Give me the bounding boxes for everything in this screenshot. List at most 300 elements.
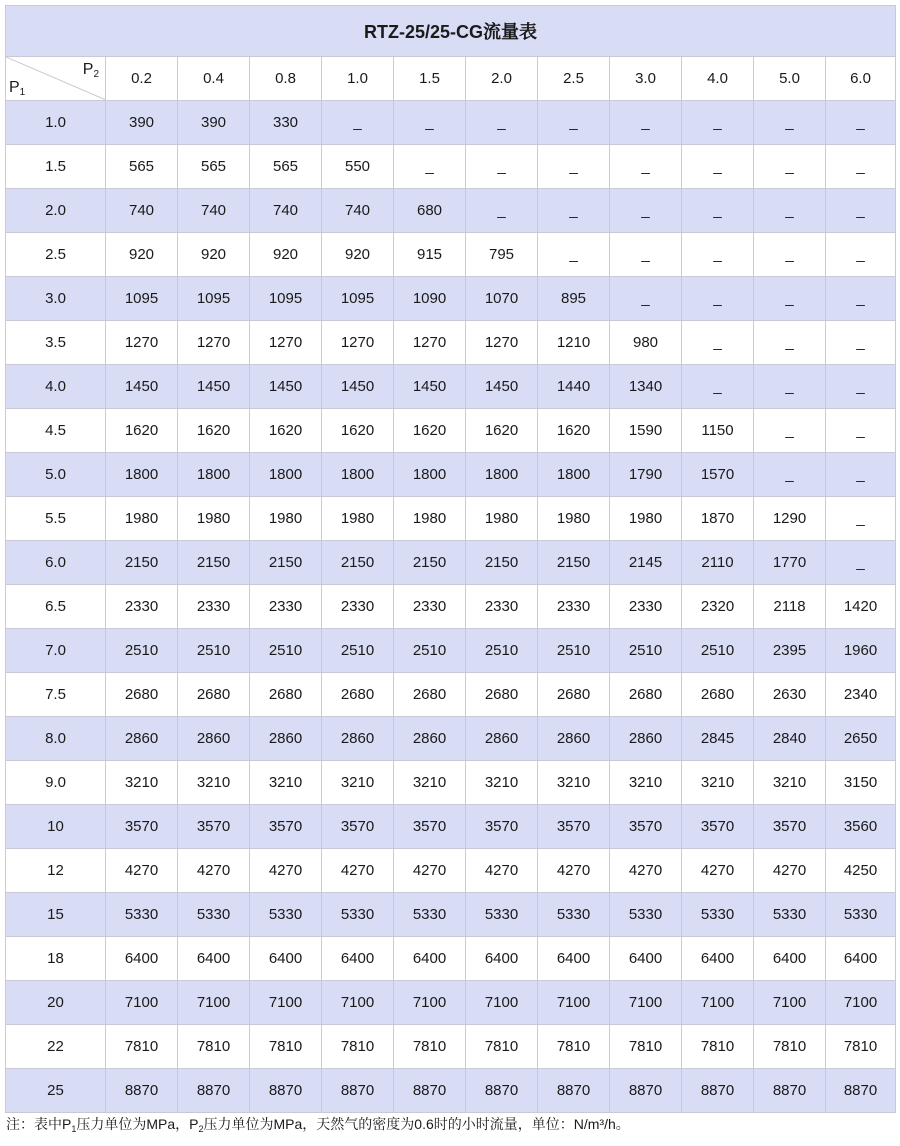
table-cell: _ — [754, 409, 826, 453]
table-cell: 1570 — [682, 453, 754, 497]
table-cell: 1960 — [826, 629, 896, 673]
table-cell: 3560 — [826, 805, 896, 849]
table-cell: 4270 — [466, 849, 538, 893]
table-cell: 2630 — [754, 673, 826, 717]
table-row — [6, 189, 896, 233]
table-cell: _ — [682, 277, 754, 321]
table-cell: 2150 — [178, 541, 250, 585]
table-cell: 7100 — [106, 981, 178, 1025]
table-cell: 1450 — [250, 365, 322, 409]
table-cell: 980 — [610, 321, 682, 365]
table-cell: _ — [826, 321, 896, 365]
table-cell: 1270 — [322, 321, 394, 365]
table-cell: 565 — [250, 145, 322, 189]
row-header: 5.0 — [6, 453, 106, 497]
table-cell: 5330 — [466, 893, 538, 937]
table-cell: 2680 — [178, 673, 250, 717]
table-cell: _ — [754, 453, 826, 497]
table-row — [6, 937, 896, 981]
table-cell: _ — [610, 233, 682, 277]
table-cell: 920 — [322, 233, 394, 277]
table-cell: _ — [610, 189, 682, 233]
table-row — [6, 277, 896, 321]
table-cell: 5330 — [610, 893, 682, 937]
header-row — [6, 57, 896, 101]
table-cell: 1980 — [466, 497, 538, 541]
table-cell: 2150 — [250, 541, 322, 585]
table-cell: 2150 — [106, 541, 178, 585]
table-cell: 2330 — [322, 585, 394, 629]
table-cell: 4270 — [394, 849, 466, 893]
table-row — [6, 893, 896, 937]
table-cell: 2340 — [826, 673, 896, 717]
table-cell: 7810 — [250, 1025, 322, 1069]
table-cell: 2510 — [250, 629, 322, 673]
table-cell: 795 — [466, 233, 538, 277]
table-cell: 1450 — [394, 365, 466, 409]
table-row — [6, 629, 896, 673]
table-cell: 2510 — [466, 629, 538, 673]
table-cell: 4270 — [610, 849, 682, 893]
table-cell: 6400 — [610, 937, 682, 981]
row-header: 2.0 — [6, 189, 106, 233]
table-cell: 1800 — [322, 453, 394, 497]
table-cell: 2860 — [178, 717, 250, 761]
table-cell: 1770 — [754, 541, 826, 585]
table-cell: 2330 — [250, 585, 322, 629]
table-cell: 2510 — [322, 629, 394, 673]
flow-table — [5, 5, 896, 1113]
row-header: 15 — [6, 893, 106, 937]
table-cell: 2330 — [178, 585, 250, 629]
table-row — [6, 101, 896, 145]
table-cell: 3210 — [610, 761, 682, 805]
table-cell: 1270 — [106, 321, 178, 365]
table-cell: 1450 — [466, 365, 538, 409]
table-cell: 2395 — [754, 629, 826, 673]
row-header: 6.0 — [6, 541, 106, 585]
table-cell: 2680 — [322, 673, 394, 717]
table-cell: 1420 — [826, 585, 896, 629]
table-cell: _ — [538, 101, 610, 145]
column-header: 1.0 — [322, 57, 394, 101]
row-header: 7.5 — [6, 673, 106, 717]
table-row — [6, 981, 896, 1025]
table-cell: 2840 — [754, 717, 826, 761]
table-cell: 6400 — [322, 937, 394, 981]
column-header: 3.0 — [610, 57, 682, 101]
table-cell: _ — [682, 145, 754, 189]
table-cell: 3570 — [754, 805, 826, 849]
table-cell: 3570 — [610, 805, 682, 849]
table-cell: _ — [754, 233, 826, 277]
table-cell: 7810 — [466, 1025, 538, 1069]
table-cell: 390 — [106, 101, 178, 145]
table-cell: 3210 — [178, 761, 250, 805]
table-cell: 6400 — [106, 937, 178, 981]
column-header: 0.2 — [106, 57, 178, 101]
table-cell: 1150 — [682, 409, 754, 453]
table-cell: 1620 — [394, 409, 466, 453]
table-row — [6, 585, 896, 629]
table-cell: 5330 — [250, 893, 322, 937]
row-header: 7.0 — [6, 629, 106, 673]
table-cell: 1450 — [106, 365, 178, 409]
table-cell: 7100 — [250, 981, 322, 1025]
column-header: 2.5 — [538, 57, 610, 101]
table-cell: 3570 — [106, 805, 178, 849]
table-cell: _ — [754, 277, 826, 321]
table-cell: 1980 — [394, 497, 466, 541]
table-cell: 1210 — [538, 321, 610, 365]
table-cell: 2330 — [106, 585, 178, 629]
table-cell: 5330 — [106, 893, 178, 937]
p1-label: $P_1$ — [9, 79, 26, 98]
table-cell: 2680 — [682, 673, 754, 717]
table-cell: 3210 — [754, 761, 826, 805]
table-cell: 1800 — [538, 453, 610, 497]
table-cell: 7100 — [754, 981, 826, 1025]
table-cell: 1620 — [178, 409, 250, 453]
table-cell: 5330 — [754, 893, 826, 937]
table-cell: 895 — [538, 277, 610, 321]
table-cell: 3210 — [682, 761, 754, 805]
table-cell: _ — [826, 541, 896, 585]
table-cell: 8870 — [826, 1069, 896, 1113]
table-cell: 2845 — [682, 717, 754, 761]
table-cell: _ — [754, 365, 826, 409]
table-cell: _ — [826, 233, 896, 277]
table-cell: 2510 — [682, 629, 754, 673]
table-cell: 2510 — [538, 629, 610, 673]
table-cell: 6400 — [466, 937, 538, 981]
table-cell: 6400 — [682, 937, 754, 981]
table-cell: _ — [466, 101, 538, 145]
table-cell: 2510 — [106, 629, 178, 673]
table-cell: 7100 — [610, 981, 682, 1025]
table-cell: 390 — [178, 101, 250, 145]
table-cell: 5330 — [682, 893, 754, 937]
table-cell: 5330 — [538, 893, 610, 937]
column-header: 4.0 — [682, 57, 754, 101]
table-row — [6, 365, 896, 409]
title-row — [6, 6, 896, 57]
table-cell: _ — [682, 101, 754, 145]
table-row — [6, 849, 896, 893]
table-row — [6, 409, 896, 453]
table-cell: _ — [826, 145, 896, 189]
table-cell: 2330 — [466, 585, 538, 629]
table-cell: 3210 — [466, 761, 538, 805]
table-cell: 8870 — [682, 1069, 754, 1113]
table-cell: 915 — [394, 233, 466, 277]
table-cell: 3150 — [826, 761, 896, 805]
column-header: 1.5 — [394, 57, 466, 101]
table-cell: 2145 — [610, 541, 682, 585]
table-cell: 3210 — [250, 761, 322, 805]
p2-label: $P_2$ — [82, 61, 99, 80]
table-cell: 1070 — [466, 277, 538, 321]
table-cell: 1980 — [322, 497, 394, 541]
table-cell: 2510 — [178, 629, 250, 673]
table-cell: 1095 — [106, 277, 178, 321]
table-cell: 4270 — [250, 849, 322, 893]
table-cell: 2860 — [250, 717, 322, 761]
row-header: 4.5 — [6, 409, 106, 453]
table-cell: 7810 — [322, 1025, 394, 1069]
table-cell: 1290 — [754, 497, 826, 541]
row-header: 3.5 — [6, 321, 106, 365]
table-cell: 2150 — [538, 541, 610, 585]
table-cell: 7810 — [538, 1025, 610, 1069]
row-header: 6.5 — [6, 585, 106, 629]
table-cell: 5330 — [322, 893, 394, 937]
table-cell: 3210 — [106, 761, 178, 805]
table-cell: 5330 — [178, 893, 250, 937]
table-cell: 8870 — [106, 1069, 178, 1113]
row-header: 12 — [6, 849, 106, 893]
table-row — [6, 321, 896, 365]
table-cell: 2510 — [394, 629, 466, 673]
table-row — [6, 761, 896, 805]
table-cell: _ — [610, 277, 682, 321]
table-cell: 3570 — [682, 805, 754, 849]
table-cell: _ — [682, 321, 754, 365]
table-cell: 7810 — [106, 1025, 178, 1069]
table-cell: 7810 — [754, 1025, 826, 1069]
table-cell: 550 — [322, 145, 394, 189]
table-cell: 1270 — [250, 321, 322, 365]
table-cell: 3210 — [538, 761, 610, 805]
table-cell: 7810 — [610, 1025, 682, 1069]
table-cell: _ — [826, 101, 896, 145]
table-cell: 7810 — [178, 1025, 250, 1069]
table-cell: 2330 — [394, 585, 466, 629]
table-cell: 7100 — [394, 981, 466, 1025]
table-cell: _ — [754, 189, 826, 233]
table-cell: 2680 — [394, 673, 466, 717]
table-cell: 1620 — [106, 409, 178, 453]
table-cell: 1450 — [178, 365, 250, 409]
table-cell: 3210 — [322, 761, 394, 805]
table-cell: 740 — [322, 189, 394, 233]
table-cell: 1800 — [466, 453, 538, 497]
table-cell: 6400 — [178, 937, 250, 981]
table-cell: 7100 — [178, 981, 250, 1025]
table-cell: 7100 — [826, 981, 896, 1025]
table-cell: 2110 — [682, 541, 754, 585]
table-cell: 330 — [250, 101, 322, 145]
table-row — [6, 805, 896, 849]
footnote: 注：表中$P_1$压力单位为MPa，$P_2$压力单位为MPa，天然气的密度为0.6时的小时流量，单位：N/m³/h。 — [6, 1116, 630, 1134]
table-cell: 1270 — [394, 321, 466, 365]
corner-header — [6, 57, 106, 101]
table-cell: _ — [754, 101, 826, 145]
table-cell: 1980 — [106, 497, 178, 541]
row-header: 5.5 — [6, 497, 106, 541]
table-cell: 1980 — [250, 497, 322, 541]
table-cell: 4270 — [754, 849, 826, 893]
table-row — [6, 1069, 896, 1113]
table-cell: 8870 — [322, 1069, 394, 1113]
table-cell: 8870 — [538, 1069, 610, 1113]
table-cell: 1800 — [394, 453, 466, 497]
table-cell: 4270 — [178, 849, 250, 893]
table-cell: 4250 — [826, 849, 896, 893]
table-cell: _ — [538, 189, 610, 233]
table-cell: 7810 — [682, 1025, 754, 1069]
table-cell: 2680 — [106, 673, 178, 717]
table-row — [6, 233, 896, 277]
column-header: 6.0 — [826, 57, 896, 101]
table-cell: 1440 — [538, 365, 610, 409]
table-row — [6, 673, 896, 717]
table-cell: 1870 — [682, 497, 754, 541]
row-header: 1.0 — [6, 101, 106, 145]
table-cell: 6400 — [250, 937, 322, 981]
column-header: 2.0 — [466, 57, 538, 101]
table-cell: 8870 — [178, 1069, 250, 1113]
table-cell: _ — [826, 365, 896, 409]
table-cell: 3570 — [250, 805, 322, 849]
table-cell: 2860 — [538, 717, 610, 761]
table-cell: _ — [538, 233, 610, 277]
table-cell: 1620 — [538, 409, 610, 453]
table-cell: 1980 — [538, 497, 610, 541]
table-cell: 5330 — [394, 893, 466, 937]
table-row — [6, 497, 896, 541]
table-cell: 8870 — [466, 1069, 538, 1113]
table-cell: 4270 — [538, 849, 610, 893]
table-cell: 3570 — [394, 805, 466, 849]
table-cell: 2860 — [466, 717, 538, 761]
column-header: 0.4 — [178, 57, 250, 101]
table-cell: 7100 — [538, 981, 610, 1025]
table-cell: 1620 — [250, 409, 322, 453]
table-cell: _ — [682, 233, 754, 277]
table-cell: 2150 — [322, 541, 394, 585]
table-cell: 2860 — [610, 717, 682, 761]
table-cell: 3570 — [322, 805, 394, 849]
table-cell: 2330 — [610, 585, 682, 629]
row-header: 4.0 — [6, 365, 106, 409]
table-cell: 1800 — [250, 453, 322, 497]
table-cell: 1340 — [610, 365, 682, 409]
table-cell: 5330 — [826, 893, 896, 937]
table-row — [6, 145, 896, 189]
table-cell: 680 — [394, 189, 466, 233]
table-cell: 8870 — [394, 1069, 466, 1113]
table-cell: _ — [826, 277, 896, 321]
table-cell: 2118 — [754, 585, 826, 629]
table-cell: 3210 — [394, 761, 466, 805]
table-cell: _ — [826, 497, 896, 541]
row-header: 18 — [6, 937, 106, 981]
table-cell: 1095 — [178, 277, 250, 321]
table-cell: 2680 — [250, 673, 322, 717]
table-cell: 2680 — [466, 673, 538, 717]
table-cell: _ — [754, 145, 826, 189]
table-cell: 740 — [106, 189, 178, 233]
table-row — [6, 717, 896, 761]
table-cell: _ — [682, 365, 754, 409]
row-header: 10 — [6, 805, 106, 849]
row-header: 3.0 — [6, 277, 106, 321]
table-cell: 1620 — [322, 409, 394, 453]
row-header: 22 — [6, 1025, 106, 1069]
column-header: 0.8 — [250, 57, 322, 101]
table-cell: 3570 — [466, 805, 538, 849]
column-header: 5.0 — [754, 57, 826, 101]
table-cell: 1980 — [178, 497, 250, 541]
table-cell: _ — [826, 189, 896, 233]
table-cell: 1790 — [610, 453, 682, 497]
table-cell: 2680 — [610, 673, 682, 717]
table-cell: 2150 — [466, 541, 538, 585]
table-cell: 2510 — [610, 629, 682, 673]
row-header: 9.0 — [6, 761, 106, 805]
table-cell: 1095 — [322, 277, 394, 321]
table-cell: _ — [682, 189, 754, 233]
table-cell: 740 — [250, 189, 322, 233]
row-header: 1.5 — [6, 145, 106, 189]
table-cell: 1090 — [394, 277, 466, 321]
table-cell: 920 — [250, 233, 322, 277]
row-header: 25 — [6, 1069, 106, 1113]
table-cell: 1800 — [178, 453, 250, 497]
table-cell: _ — [826, 409, 896, 453]
table-cell: 8870 — [754, 1069, 826, 1113]
table-cell: 920 — [106, 233, 178, 277]
table-cell: 2320 — [682, 585, 754, 629]
table-cell: 6400 — [826, 937, 896, 981]
table-cell: 740 — [178, 189, 250, 233]
table-cell: 1800 — [106, 453, 178, 497]
table-cell: 7810 — [826, 1025, 896, 1069]
table-cell: _ — [322, 101, 394, 145]
table-cell: 4270 — [322, 849, 394, 893]
table-cell: 8870 — [610, 1069, 682, 1113]
table-cell: 920 — [178, 233, 250, 277]
table-row — [6, 1025, 896, 1069]
table-cell: 2680 — [538, 673, 610, 717]
table-cell: 6400 — [754, 937, 826, 981]
table-cell: 7100 — [682, 981, 754, 1025]
row-header: 2.5 — [6, 233, 106, 277]
table-cell: 1270 — [178, 321, 250, 365]
table-cell: 7100 — [466, 981, 538, 1025]
table-cell: 6400 — [538, 937, 610, 981]
table-cell: _ — [754, 321, 826, 365]
table-cell: 1095 — [250, 277, 322, 321]
table-cell: _ — [466, 145, 538, 189]
table-cell: _ — [826, 453, 896, 497]
table-cell: 3570 — [178, 805, 250, 849]
table-cell: 2150 — [394, 541, 466, 585]
table-cell: 6400 — [394, 937, 466, 981]
table-cell: _ — [394, 145, 466, 189]
table-cell: 2860 — [106, 717, 178, 761]
table-cell: 1270 — [466, 321, 538, 365]
table-cell: 565 — [178, 145, 250, 189]
table-cell: _ — [466, 189, 538, 233]
table-cell: 7100 — [322, 981, 394, 1025]
table-row — [6, 541, 896, 585]
table-cell: _ — [610, 145, 682, 189]
table-cell: 3570 — [538, 805, 610, 849]
table-cell: 2860 — [394, 717, 466, 761]
row-header: 8.0 — [6, 717, 106, 761]
